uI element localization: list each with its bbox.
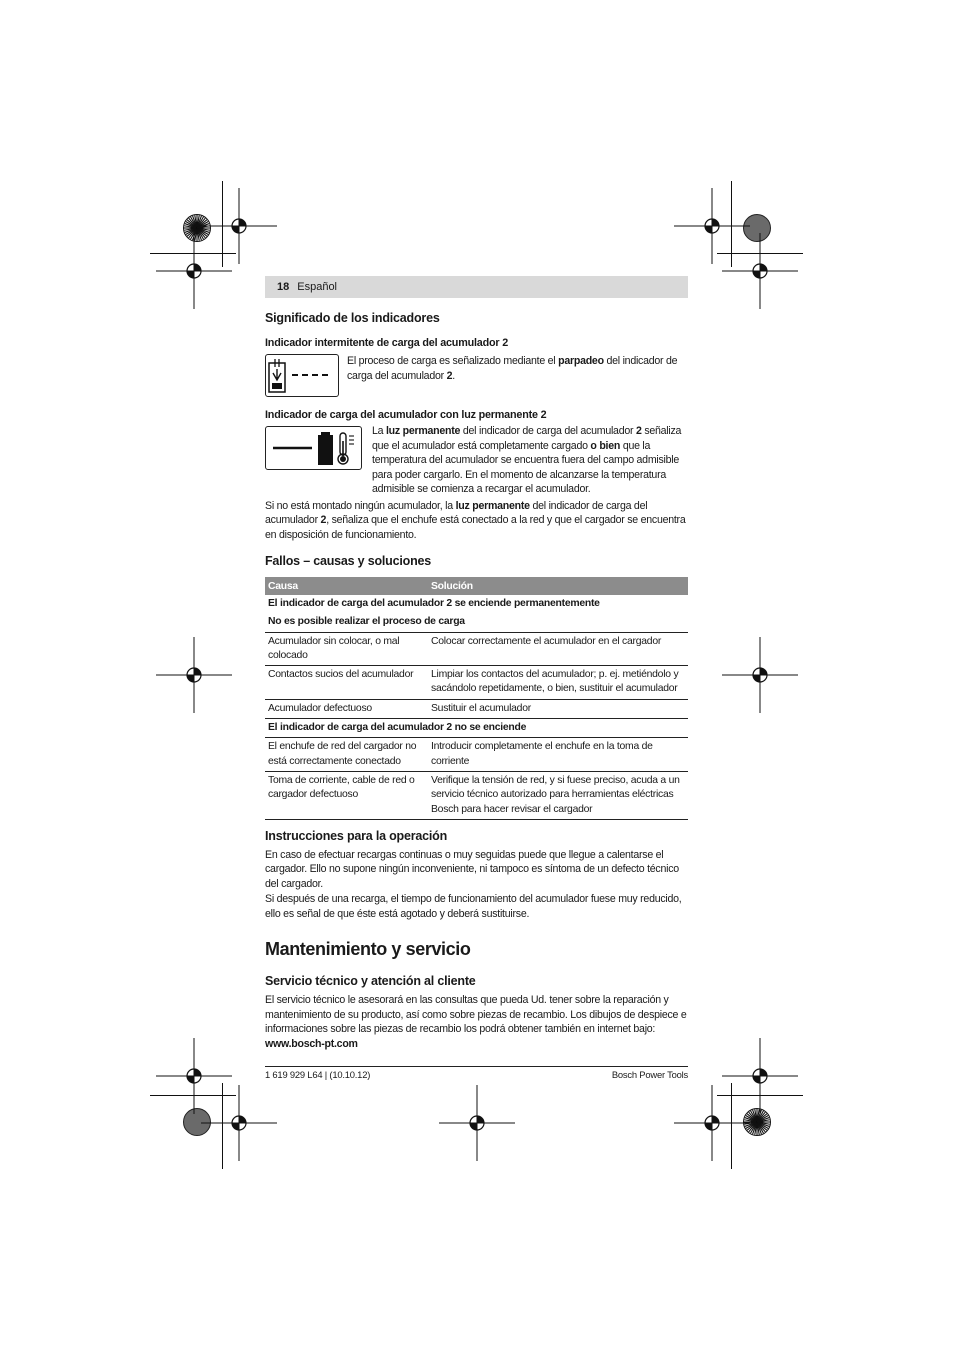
cause-cell: Acumulador sin colocar, o mal colocado [265,632,428,666]
text-run: . [452,369,455,382]
no-battery-text [265,499,688,543]
table-section-row [265,595,688,613]
table-row [265,771,688,819]
service-url-link[interactable]: www.bosch-pt.com [265,1037,358,1050]
table-row [265,632,688,666]
text-run: del indicador de carga del acumulador [347,355,678,382]
text-run: del indicador de carga del acumulador [265,499,648,526]
steady-indicator-heading: Indicador de carga del acumulador con luz permanente 2 [265,409,547,421]
maintenance-heading: Mantenimiento y servicio [265,939,471,960]
text-run-bold: o bien [590,439,621,452]
page-footer [265,1066,688,1080]
text-run: El proceso de carga es señalizado mediante el [347,355,559,367]
steady-indicator-row [265,424,688,497]
text-run-bold: 2 [635,425,642,437]
section-subtitle: No es posible realizar el proceso de carga [265,613,688,632]
text-run-bold: luz permanente [385,425,461,437]
crop-line [731,181,732,267]
charger-blinking-icon [265,354,339,397]
crop-line [222,181,223,267]
page-header [265,276,688,298]
blinking-indicator-row [265,354,688,397]
registration-crosshair-icon [720,231,800,311]
operation-paragraph: En caso de efectuar recargas continuas o muy seguidas puede que llegue a calentarse el cargador. Ello no supone ningún inconveniente, ni tampoco es síntoma de un defecto técnico del cargador. [265,848,679,890]
text-run-bold: 2 [320,514,327,526]
cause-cell: Toma de corriente, cable de red o cargador defectuoso [265,771,428,819]
table-row [265,666,688,700]
table-section-row [265,719,688,738]
blinking-indicator-heading: Indicador intermitente de carga del acumulador 2 [265,337,508,349]
text-run: señaliza que el acumulador está completamente cargado [372,425,682,452]
section-title: El indicador de carga del acumulador 2 no se enciende [265,719,688,738]
solution-cell: Sustituir el acumulador [428,699,688,718]
table-section-row [265,613,688,632]
page-content [265,276,688,1051]
operation-heading: Instrucciones para la operación [265,828,448,843]
crop-line [717,1095,803,1096]
text-run-bold: luz permanente [455,499,530,512]
registration-crosshair-icon [437,1083,517,1163]
footer-doc-number: 1 619 929 L64 | (10.10.12) [265,1069,371,1080]
text-run: Si no está montado ningún acumulador, la [265,499,456,512]
crop-line [150,253,236,254]
text-run: , señaliza que el enchufe está conectado a la red y que el cargador se encuentra en disposición de funcionamiento. [265,514,686,541]
text-run-bold: 2 [446,369,453,382]
faults-heading: Fallos – causas y soluciones [265,554,432,568]
faults-table [265,577,688,820]
indicators-heading: Significado de los indicadores [265,311,440,325]
battery-temperature-icon [265,426,362,470]
registration-crosshair-icon [154,635,234,715]
solution-cell: Limpiar los contactos del acumulador; p. ej. metiéndolo y sacándolo repetidamente, o bien, sustituir el acumulador [428,666,688,700]
page-number: 18 [277,281,290,293]
column-header-solution: Solución [428,577,688,595]
cause-cell: Contactos sucios del acumulador [265,666,428,700]
table-header-row [265,577,688,595]
text-run: La [372,425,386,437]
header-language: Español [297,281,338,293]
blinking-indicator-text [347,354,688,397]
column-header-cause: Causa [265,577,428,595]
cause-cell: Acumulador defectuoso [265,699,428,718]
crop-line [717,253,803,254]
service-paragraph: El servicio técnico le asesorará en las consultas que pueda Ud. tener sobre la reparación y mantenimiento de su producto, así como sobre piezas de recambio. Los dibujos de despiece e informaciones sobre las piezas de recambio los podrá obtener también en internet bajo: [265,994,687,1036]
text-run: que la temperatura del acumulador se encuentra fuera del campo admisible para poder cargarlo. En el momento de alcanzarse la temperatura admisible se comienza a recargar el acumulador. [372,439,680,495]
text-run-bold: parpadeo [558,355,604,367]
cause-cell: El enchufe de red del cargador no está correctamente conectado [265,738,428,772]
footer-brand: Bosch Power Tools [611,1069,688,1080]
crop-line [150,1095,236,1096]
solution-cell: Verifique la tensión de red, y si fuese preciso, acuda a un servicio técnico autorizado para herramientas eléctricas Bosch para hacer revisar el cargador [428,771,688,819]
solution-cell: Introducir completamente el enchufe en la toma de corriente [428,738,688,772]
solution-cell: Colocar correctamente el acumulador en el cargador [428,632,688,666]
table-row [265,699,688,718]
steady-indicator-text [372,424,688,497]
service-heading: Servicio técnico y atención al cliente [265,974,476,989]
section-title: El indicador de carga del acumulador 2 se enciende permanentemente [268,598,600,609]
registration-crosshair-icon [720,635,800,715]
table-row [265,738,688,772]
text-run: del indicador de carga del acumulador [460,425,636,437]
operation-paragraph: Si después de una recarga, el tiempo de funcionamiento del acumulador fuese muy reducido, ello es señal de que éste está agotado y deberá sustituirse. [265,893,682,920]
